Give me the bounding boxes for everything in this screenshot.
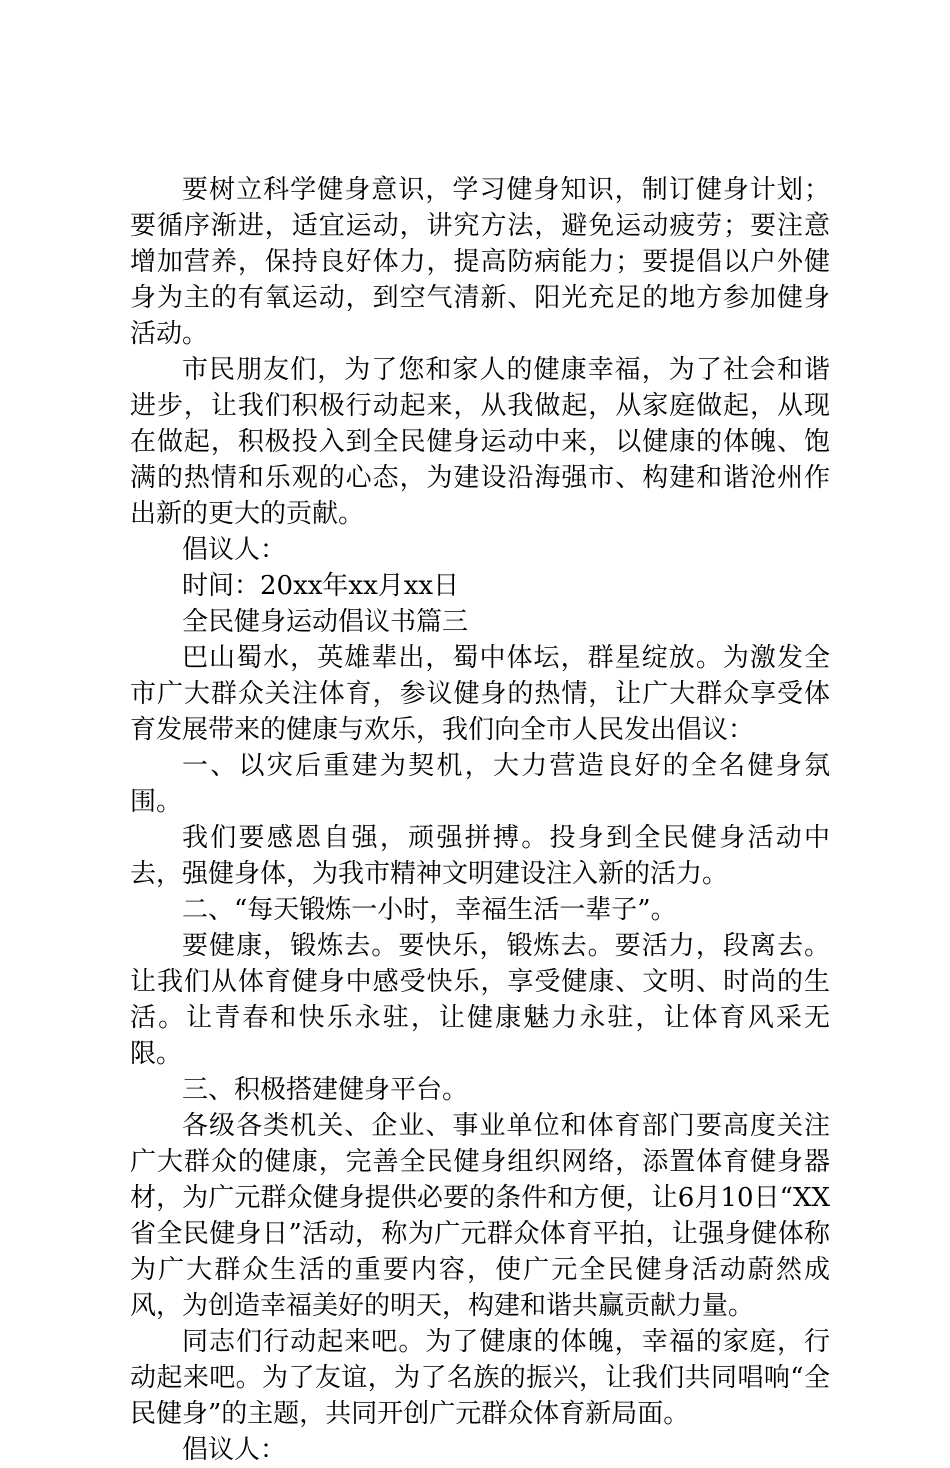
paragraph-fitness-advice: 要树立科学健身意识，学习健身知识，制订健身计划；要循序渐进，适宜运动，讲究方法，避免运动疲劳；要注意增加营养，保持良好体力，提高防病能力；要提倡以户外健身为主的有氧运动，到空气清新、阳光充足的地方参加健身活动。 — [130, 175, 830, 349]
point-three-heading: 三、积极搭建健身平台。 — [182, 1075, 469, 1105]
point-two-heading: 二、“每天锻炼一小时，幸福生活一辈子”。 — [182, 895, 677, 925]
point-one-body: 我们要感恩自强，顽强拼搏。投身到全民健身活动中去，强健身体，为我市精神文明建设注入新的活力。 — [130, 823, 830, 889]
document-body — [130, 172, 830, 1468]
point-one-heading: 一、以灾后重建为契机，大力营造良好的全名健身氛围。 — [130, 751, 830, 817]
date-line: 时间：20xx年xx月xx日 — [182, 571, 460, 601]
point-two-body: 要健康，锻炼去。要快乐，锻炼去。要活力，段离去。让我们从体育健身中感受快乐，享受健康、文明、时尚的生活。让青春和快乐永驻，让健康魅力永驻，让体育风采无限。 — [130, 931, 830, 1069]
initiator-label: 倡议人： — [182, 535, 287, 565]
paragraph-citizens-appeal: 市民朋友们，为了您和家人的健康幸福，为了社会和谐进步，让我们积极行动起来，从我做起，从家庭做起，从现在做起，积极投入到全民健身运动中来，以健康的体魄、饱满的热情和乐观的心态，为建设沿海强市、构建和谐沧州作出新的更大的贡献。 — [130, 355, 830, 529]
paragraph-closing-call: 同志们行动起来吧。为了健康的体魄，幸福的家庭，行动起来吧。为了友谊，为了名族的振兴，让我们共同唱响“全民健身”的主题，共同开创广元群众体育新局面。 — [130, 1327, 830, 1429]
point-three-body: 各级各类机关、企业、事业单位和体育部门要高度关注广大群众的健康，完善全民健身组织网络，添置体育健身器材，为广元群众健身提供必要的条件和方便，让6月10日“XX省全民健身日”活动，称为广元群众体育平拍，让强身健体称为广大群众生活的重要内容，使广元全民健身活动蔚然成风，为创造幸福美好的明天，构建和谐共赢贡献力量。 — [130, 1111, 830, 1321]
section-title: 全民健身运动倡议书篇三 — [182, 607, 469, 637]
paragraph-intro: 巴山蜀水，英雄辈出，蜀中体坛，群星绽放。为激发全市广大群众关注体育，参议健身的热情，让广大群众享受体育发展带来的健康与欢乐，我们向全市人民发出倡议： — [130, 643, 830, 745]
initiator-label-2: 倡议人： — [182, 1435, 287, 1465]
